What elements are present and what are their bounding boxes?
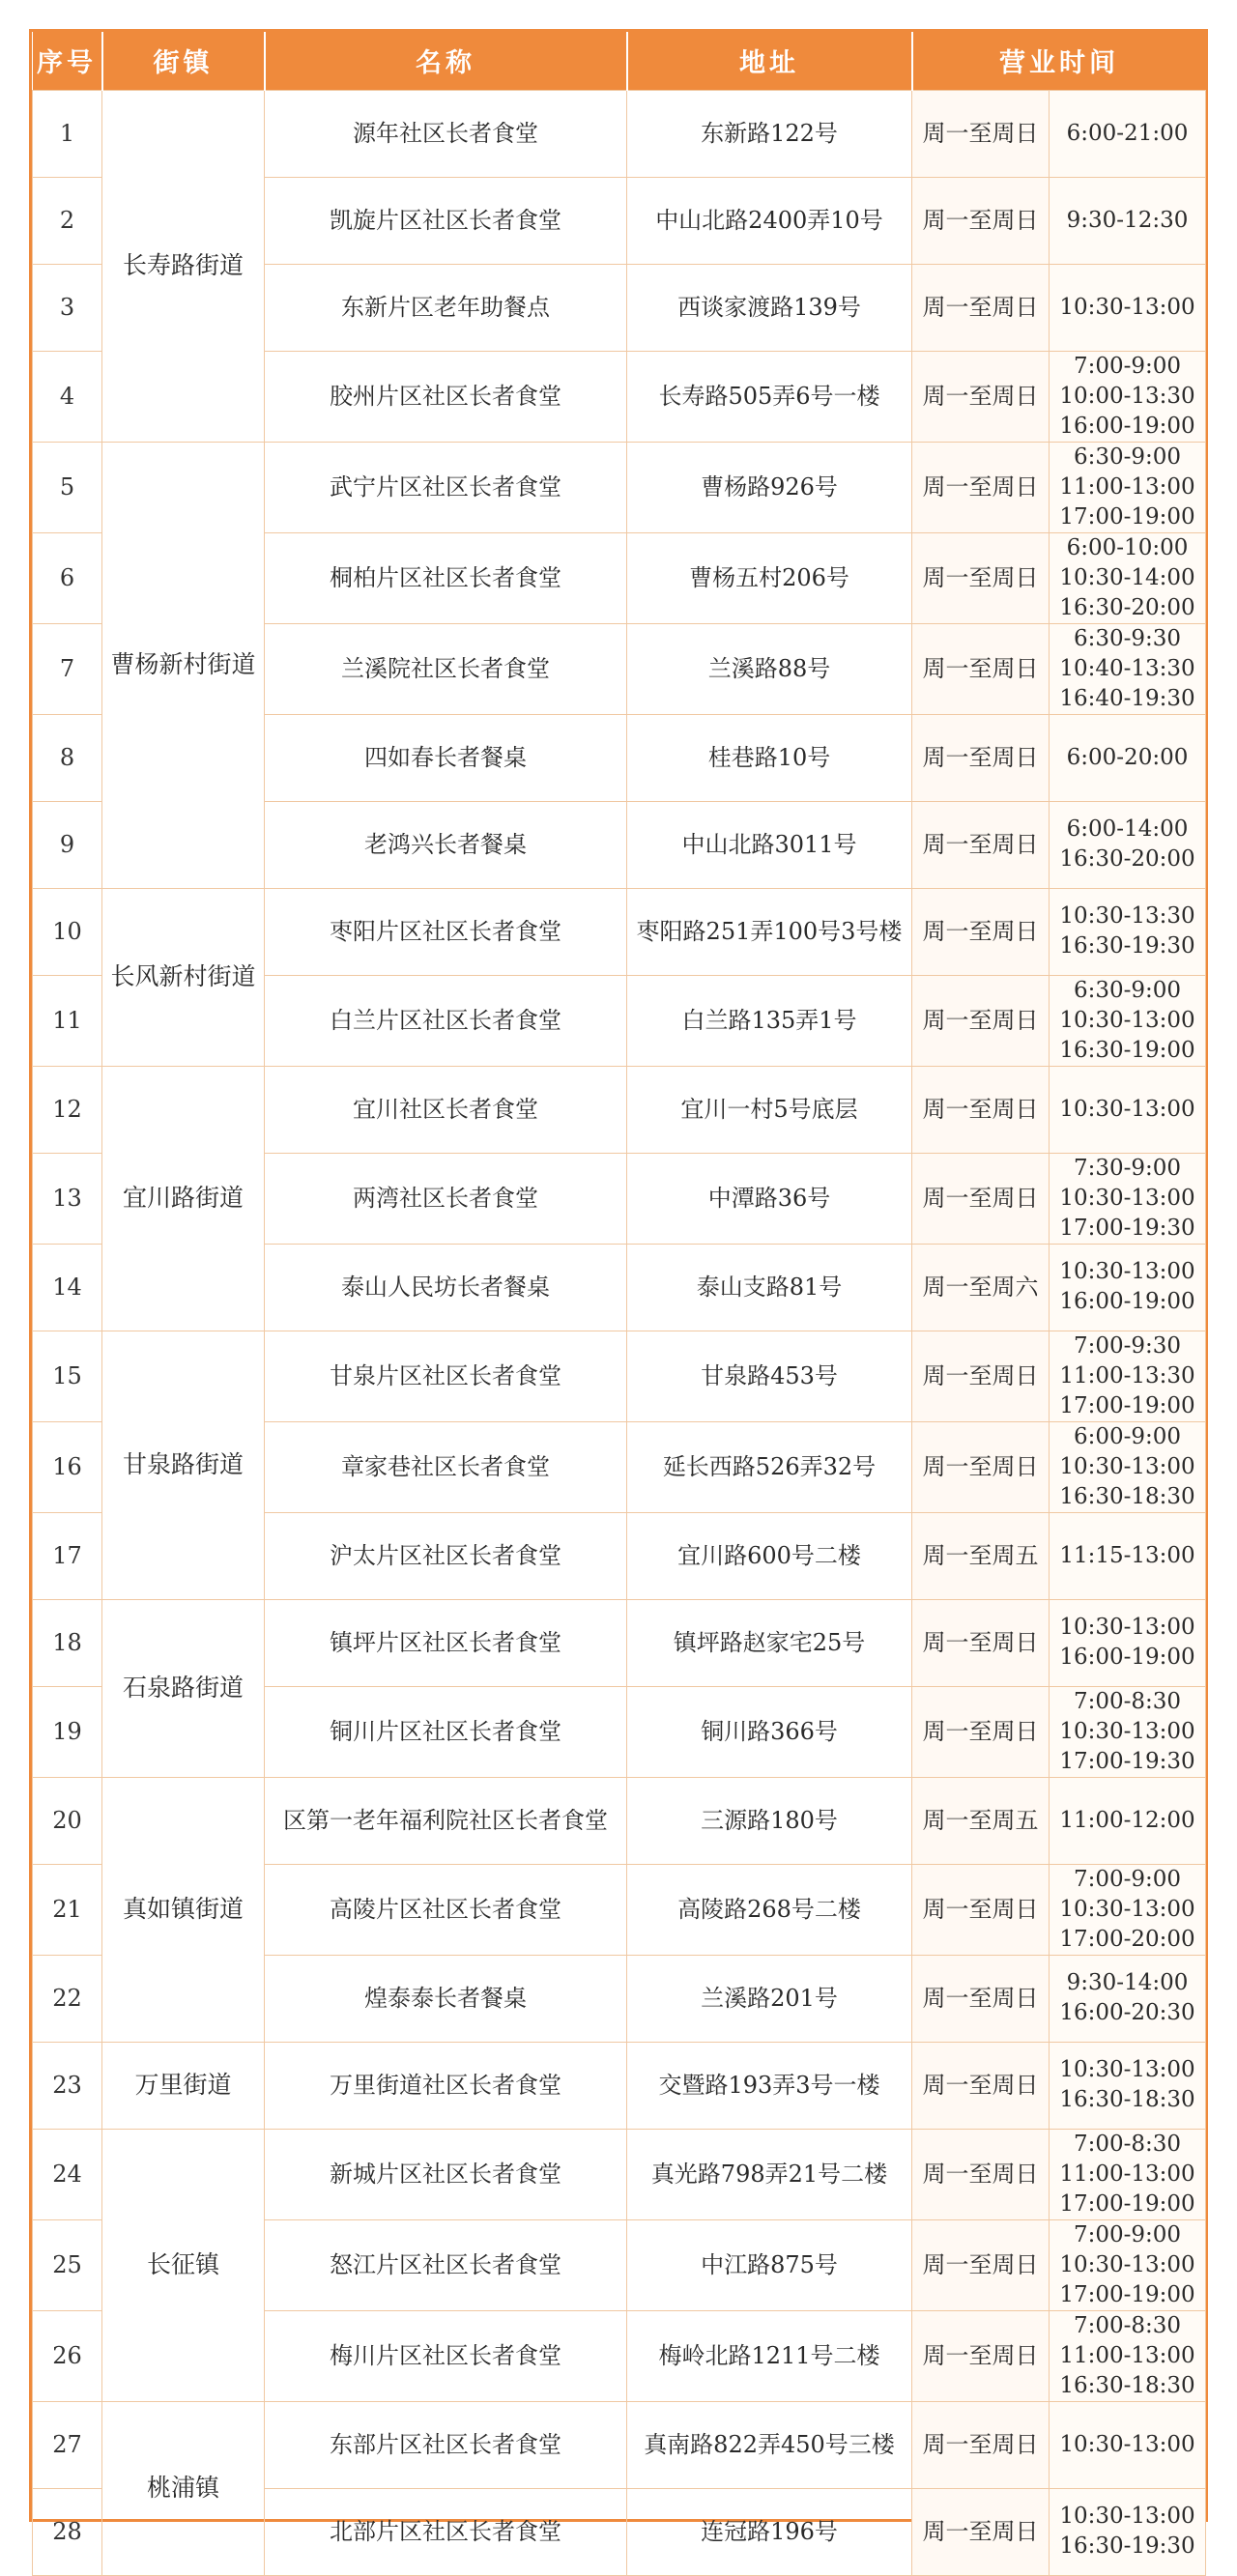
canteen-address: 泰山支路81号	[627, 1244, 912, 1331]
open-hours	[1050, 1331, 1206, 1421]
canteen-address: 延长西路526弄32号	[627, 1421, 912, 1512]
open-days: 周一至周日	[912, 1864, 1050, 1955]
row-number: 4	[33, 351, 102, 442]
time-slot: 10:30-13:00	[1059, 1718, 1195, 1744]
open-days: 周一至周日	[912, 2129, 1050, 2219]
canteen-address: 铜川路366号	[627, 1686, 912, 1777]
canteen-address: 真南路822弄450号三楼	[627, 2401, 912, 2488]
row-number: 14	[33, 1244, 102, 1331]
row-number: 25	[33, 2219, 102, 2310]
canteen-name: 章家巷社区长者食堂	[265, 1421, 627, 1512]
time-slot: 10:40-13:30	[1059, 655, 1195, 681]
table-row	[33, 1777, 1206, 1864]
time-slot: 7:00-8:30	[1073, 1688, 1182, 1714]
time-slot: 17:00-19:30	[1059, 1748, 1195, 1774]
table-row	[33, 442, 1206, 532]
row-number: 8	[33, 714, 102, 801]
canteen-name: 铜川片区社区长者食堂	[265, 1686, 627, 1777]
canteen-address: 白兰路135弄1号	[627, 975, 912, 1066]
time-slot: 16:00-19:00	[1059, 1645, 1195, 1670]
open-days: 周一至周日	[912, 2219, 1050, 2310]
canteen-name: 白兰片区社区长者食堂	[265, 975, 627, 1066]
row-number: 10	[33, 888, 102, 975]
time-slot: 7:00-9:00	[1073, 353, 1182, 379]
time-slot: 16:30-19:00	[1059, 1037, 1195, 1063]
time-slot: 7:00-9:00	[1073, 1866, 1182, 1892]
canteen-address: 梅岭北路1211号二楼	[627, 2310, 912, 2401]
header-name: 名称	[265, 32, 627, 90]
table-row	[33, 1066, 1206, 1153]
time-slot: 10:30-13:00	[1059, 1615, 1195, 1640]
open-hours	[1050, 888, 1206, 975]
canteen-table	[32, 32, 1206, 2576]
canteen-name: 高陵片区社区长者食堂	[265, 1864, 627, 1955]
canteen-address: 西谈家渡路139号	[627, 264, 912, 351]
time-slot: 11:00-13:30	[1059, 1362, 1195, 1388]
table-body	[33, 90, 1206, 2575]
canteen-name: 凯旋片区社区长者食堂	[265, 177, 627, 264]
row-number: 17	[33, 1512, 102, 1599]
open-hours	[1050, 532, 1206, 623]
canteen-name: 怒江片区社区长者食堂	[265, 2219, 627, 2310]
table-row	[33, 1331, 1206, 1421]
canteen-name: 区第一老年福利院社区长者食堂	[265, 1777, 627, 1864]
canteen-name: 两湾社区长者食堂	[265, 1153, 627, 1244]
open-days: 周一至周日	[912, 1331, 1050, 1421]
canteen-table-container	[29, 29, 1208, 2559]
open-days: 周一至周五	[912, 1512, 1050, 1599]
row-number: 15	[33, 1331, 102, 1421]
open-hours	[1050, 1955, 1206, 2042]
time-slot: 7:00-8:30	[1073, 2131, 1182, 2157]
canteen-address: 桂巷路10号	[627, 714, 912, 801]
open-hours	[1050, 1421, 1206, 1512]
canteen-name: 梅川片区社区长者食堂	[265, 2310, 627, 2401]
open-days: 周一至周日	[912, 2401, 1050, 2488]
street-name: 万里街道	[102, 2042, 265, 2129]
header-street: 街镇	[102, 32, 265, 90]
time-slot: 10:30-13:00	[1059, 1259, 1195, 1284]
row-number: 18	[33, 1599, 102, 1686]
open-days: 周一至周日	[912, 1686, 1050, 1777]
open-hours	[1050, 1244, 1206, 1331]
time-slot: 16:30-18:30	[1059, 2087, 1195, 2112]
row-number: 26	[33, 2310, 102, 2401]
canteen-address: 中江路875号	[627, 2219, 912, 2310]
time-slot: 11:00-13:00	[1059, 2161, 1195, 2187]
row-number: 13	[33, 1153, 102, 1244]
street-name: 长寿路街道	[102, 90, 265, 442]
header-row	[33, 32, 1206, 90]
canteen-address: 长寿路505弄6号一楼	[627, 351, 912, 442]
open-hours	[1050, 177, 1206, 264]
open-hours	[1050, 1686, 1206, 1777]
open-days: 周一至周日	[912, 264, 1050, 351]
canteen-address: 东新路122号	[627, 90, 912, 177]
street-name: 曹杨新村街道	[102, 442, 265, 888]
street-name: 宜川路街道	[102, 1066, 265, 1331]
time-slot: 10:30-13:00	[1059, 294, 1195, 320]
time-slot: 10:30-13:00	[1059, 2431, 1195, 2457]
canteen-address: 宜川一村5号底层	[627, 1066, 912, 1153]
canteen-name: 源年社区长者食堂	[265, 90, 627, 177]
canteen-address: 中山北路2400弄10号	[627, 177, 912, 264]
table-row	[33, 2401, 1206, 2488]
open-days: 周一至周日	[912, 1421, 1050, 1512]
open-hours	[1050, 2310, 1206, 2401]
time-slot: 10:30-13:00	[1059, 2504, 1195, 2529]
canteen-address: 兰溪路88号	[627, 623, 912, 714]
time-slot: 17:00-19:00	[1059, 503, 1195, 530]
canteen-address: 兰溪路201号	[627, 1955, 912, 2042]
canteen-name: 甘泉片区社区长者食堂	[265, 1331, 627, 1421]
open-hours	[1050, 1512, 1206, 1599]
open-days: 周一至周日	[912, 2042, 1050, 2129]
row-number: 11	[33, 975, 102, 1066]
time-slot: 6:00-10:00	[1066, 534, 1189, 560]
open-hours	[1050, 442, 1206, 532]
row-number: 16	[33, 1421, 102, 1512]
canteen-address: 中潭路36号	[627, 1153, 912, 1244]
time-slot: 10:30-13:00	[1059, 1896, 1195, 1922]
time-slot: 16:40-19:30	[1059, 685, 1195, 711]
time-slot: 17:00-19:00	[1059, 2190, 1195, 2217]
open-hours	[1050, 2488, 1206, 2575]
canteen-name: 泰山人民坊长者餐桌	[265, 1244, 627, 1331]
open-hours	[1050, 1066, 1206, 1153]
open-days: 周一至周日	[912, 888, 1050, 975]
open-hours	[1050, 351, 1206, 442]
open-days: 周一至周日	[912, 90, 1050, 177]
time-slot: 6:30-9:30	[1073, 625, 1182, 651]
row-number: 1	[33, 90, 102, 177]
canteen-address: 高陵路268号二楼	[627, 1864, 912, 1955]
time-slot: 9:30-14:00	[1066, 1970, 1189, 1995]
header-address: 地址	[627, 32, 912, 90]
table-row	[33, 1599, 1206, 1686]
row-number: 5	[33, 442, 102, 532]
open-days: 周一至周日	[912, 1599, 1050, 1686]
open-days: 周一至周日	[912, 2488, 1050, 2575]
row-number: 28	[33, 2488, 102, 2575]
time-slot: 11:15-13:00	[1059, 1542, 1195, 1568]
open-days: 周一至周六	[912, 1244, 1050, 1331]
canteen-name: 兰溪院社区长者食堂	[265, 623, 627, 714]
open-days: 周一至周日	[912, 623, 1050, 714]
open-hours	[1050, 2401, 1206, 2488]
time-slot: 10:30-13:00	[1059, 2057, 1195, 2082]
time-slot: 6:00-21:00	[1066, 120, 1189, 146]
open-days: 周一至周五	[912, 1777, 1050, 1864]
open-hours	[1050, 90, 1206, 177]
canteen-name: 四如春长者餐桌	[265, 714, 627, 801]
canteen-name: 北部片区社区长者食堂	[265, 2488, 627, 2575]
canteen-address: 镇坪路赵家宅25号	[627, 1599, 912, 1686]
row-number: 6	[33, 532, 102, 623]
time-slot: 7:30-9:00	[1073, 1155, 1182, 1181]
row-number: 24	[33, 2129, 102, 2219]
row-number: 21	[33, 1864, 102, 1955]
time-slot: 16:00-19:00	[1059, 413, 1195, 439]
header-no: 序号	[33, 32, 102, 90]
open-days: 周一至周日	[912, 532, 1050, 623]
row-number: 22	[33, 1955, 102, 2042]
canteen-name: 新城片区社区长者食堂	[265, 2129, 627, 2219]
canteen-address: 连冠路196号	[627, 2488, 912, 2575]
row-number: 12	[33, 1066, 102, 1153]
open-hours	[1050, 975, 1206, 1066]
table-row	[33, 2042, 1206, 2129]
canteen-address: 中山北路3011号	[627, 801, 912, 888]
canteen-address: 曹杨路926号	[627, 442, 912, 532]
open-days: 周一至周日	[912, 351, 1050, 442]
time-slot: 6:30-9:00	[1073, 977, 1182, 1003]
row-number: 27	[33, 2401, 102, 2488]
canteen-name: 镇坪片区社区长者食堂	[265, 1599, 627, 1686]
canteen-address: 交暨路193弄3号一楼	[627, 2042, 912, 2129]
row-number: 20	[33, 1777, 102, 1864]
time-slot: 16:00-20:30	[1059, 2000, 1195, 2025]
time-slot: 16:30-19:30	[1059, 2533, 1195, 2559]
open-days: 周一至周日	[912, 801, 1050, 888]
time-slot: 16:30-20:00	[1059, 846, 1195, 872]
open-hours	[1050, 714, 1206, 801]
open-days: 周一至周日	[912, 714, 1050, 801]
open-days: 周一至周日	[912, 1153, 1050, 1244]
time-slot: 6:00-14:00	[1066, 816, 1189, 842]
open-days: 周一至周日	[912, 1066, 1050, 1153]
open-hours	[1050, 1599, 1206, 1686]
canteen-name: 枣阳片区社区长者食堂	[265, 888, 627, 975]
canteen-name: 万里街道社区长者食堂	[265, 2042, 627, 2129]
time-slot: 7:00-9:30	[1073, 1332, 1182, 1359]
time-slot: 10:30-13:00	[1059, 1007, 1195, 1033]
open-days: 周一至周日	[912, 2310, 1050, 2401]
time-slot: 10:30-13:30	[1059, 903, 1195, 929]
time-slot: 17:00-19:30	[1059, 1215, 1195, 1241]
time-slot: 10:30-13:00	[1059, 1453, 1195, 1479]
row-number: 3	[33, 264, 102, 351]
time-slot: 6:00-9:00	[1073, 1423, 1182, 1449]
open-hours	[1050, 2129, 1206, 2219]
open-days: 周一至周日	[912, 975, 1050, 1066]
time-slot: 9:30-12:30	[1066, 207, 1189, 233]
street-name: 长风新村街道	[102, 888, 265, 1066]
canteen-name: 胶州片区社区长者食堂	[265, 351, 627, 442]
open-hours	[1050, 623, 1206, 714]
time-slot: 11:00-13:00	[1059, 2342, 1195, 2368]
street-name: 真如镇街道	[102, 1777, 265, 2042]
canteen-address: 宜川路600号二楼	[627, 1512, 912, 1599]
street-name: 长征镇	[102, 2129, 265, 2401]
row-number: 19	[33, 1686, 102, 1777]
open-hours	[1050, 1777, 1206, 1864]
time-slot: 17:00-19:00	[1059, 2281, 1195, 2307]
open-hours	[1050, 2219, 1206, 2310]
table-row	[33, 90, 1206, 177]
canteen-name: 沪太片区社区长者食堂	[265, 1512, 627, 1599]
time-slot: 17:00-20:00	[1059, 1926, 1195, 1952]
time-slot: 16:30-18:30	[1059, 1483, 1195, 1509]
time-slot: 17:00-19:00	[1059, 1392, 1195, 1418]
row-number: 7	[33, 623, 102, 714]
row-number: 23	[33, 2042, 102, 2129]
row-number: 2	[33, 177, 102, 264]
canteen-address: 枣阳路251弄100号3号楼	[627, 888, 912, 975]
time-slot: 6:30-9:00	[1073, 444, 1182, 470]
street-name: 甘泉路街道	[102, 1331, 265, 1599]
table-row	[33, 2129, 1206, 2219]
time-slot: 16:00-19:00	[1059, 1289, 1195, 1314]
table-header	[33, 32, 1206, 90]
row-number: 9	[33, 801, 102, 888]
canteen-name: 东新片区老年助餐点	[265, 264, 627, 351]
time-slot: 11:00-13:00	[1059, 473, 1195, 500]
table-row	[33, 888, 1206, 975]
canteen-name: 桐柏片区社区长者食堂	[265, 532, 627, 623]
time-slot: 7:00-8:30	[1073, 2312, 1182, 2338]
time-slot: 10:30-14:00	[1059, 564, 1195, 590]
time-slot: 10:30-13:00	[1059, 1185, 1195, 1211]
time-slot: 10:30-13:00	[1059, 2251, 1195, 2277]
time-slot: 10:30-13:00	[1059, 1096, 1195, 1122]
time-slot: 11:00-12:00	[1059, 1807, 1195, 1833]
time-slot: 16:30-20:00	[1059, 594, 1195, 620]
street-name: 桃浦镇	[102, 2401, 265, 2575]
canteen-address: 真光路798弄21号二楼	[627, 2129, 912, 2219]
street-name: 石泉路街道	[102, 1599, 265, 1777]
open-hours	[1050, 1153, 1206, 1244]
time-slot: 6:00-20:00	[1066, 744, 1189, 770]
canteen-name: 老鸿兴长者餐桌	[265, 801, 627, 888]
time-slot: 7:00-9:00	[1073, 2221, 1182, 2247]
canteen-address: 甘泉路453号	[627, 1331, 912, 1421]
open-days: 周一至周日	[912, 1955, 1050, 2042]
canteen-name: 宜川社区长者食堂	[265, 1066, 627, 1153]
open-hours	[1050, 1864, 1206, 1955]
time-slot: 10:00-13:30	[1059, 383, 1195, 409]
canteen-name: 武宁片区社区长者食堂	[265, 442, 627, 532]
time-slot: 16:30-18:30	[1059, 2372, 1195, 2398]
open-hours	[1050, 2042, 1206, 2129]
canteen-name: 煌泰泰长者餐桌	[265, 1955, 627, 2042]
open-days: 周一至周日	[912, 442, 1050, 532]
open-hours	[1050, 801, 1206, 888]
open-days: 周一至周日	[912, 177, 1050, 264]
time-slot: 16:30-19:30	[1059, 933, 1195, 959]
open-hours	[1050, 264, 1206, 351]
header-hours: 营业时间	[912, 32, 1206, 90]
canteen-address: 三源路180号	[627, 1777, 912, 1864]
canteen-name: 东部片区社区长者食堂	[265, 2401, 627, 2488]
canteen-address: 曹杨五村206号	[627, 532, 912, 623]
